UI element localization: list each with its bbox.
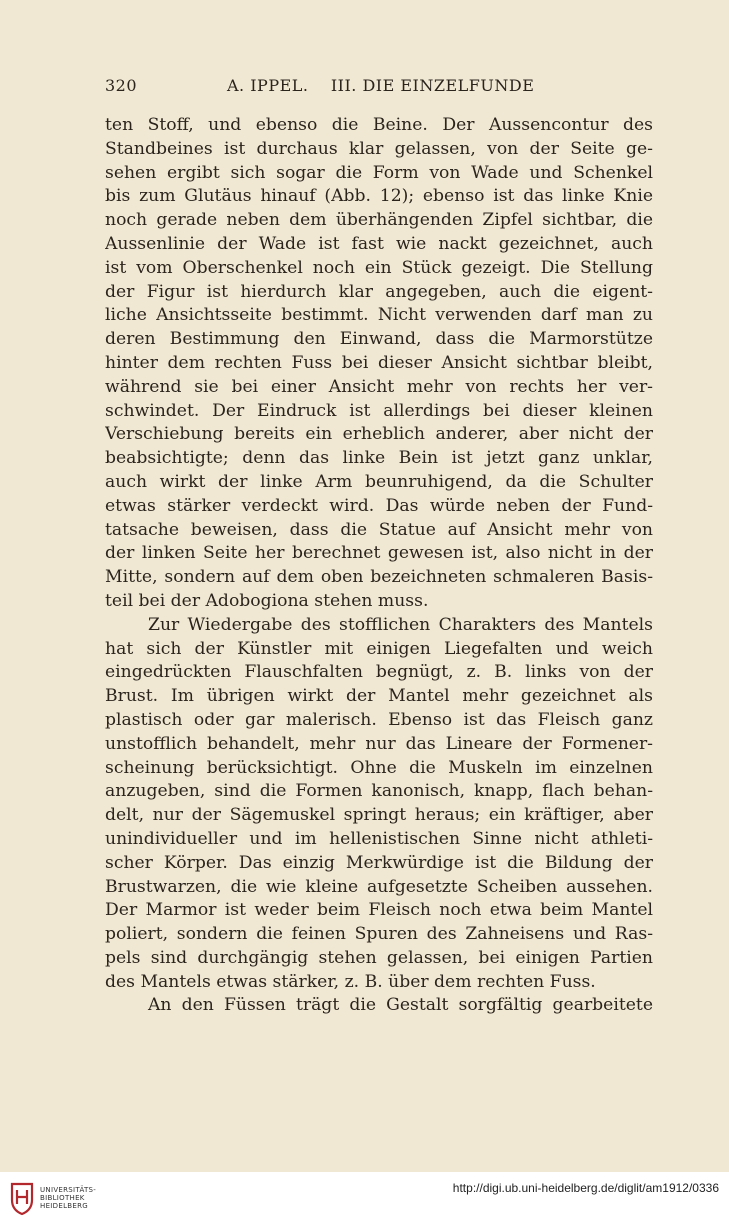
text-line: Verschiebung bereits ein erheblich anderer, aber nicht der [105, 424, 653, 445]
text-line: ten Stoff, und ebenso die Beine. Der Aussencontur des [105, 115, 653, 135]
text-line-paragraph-start: Zur Wiedergabe des stofflichen Charakters des Mantels [148, 614, 653, 635]
text-line: scher Körper. Das einzig Merkwürdige ist die Bildung der [105, 852, 653, 873]
text-line: liche Ansichtsseite bestimmt. Nicht verwenden darf man zu [105, 305, 653, 326]
running-title: A. IPPEL. III. DIE EINZELFUNDE [227, 76, 535, 95]
text-line: des Mantels etwas stärker, z. B. über dem rechten Fuss. [105, 971, 596, 992]
text-line: schwindet. Der Eindruck ist allerdings bei dieser kleinen [105, 400, 653, 421]
source-url-link[interactable]: http://digi.ub.uni-heidelberg.de/diglit/am1912/0336 [452, 1181, 719, 1195]
text-line: teil bei der Adobogiona stehen muss. [105, 590, 429, 611]
text-line: der Figur ist hierdurch klar angegeben, auch die eigent- [105, 281, 653, 302]
text-line: bis zum Glutäus hinauf (Abb. 12); ebenso ist das linke Knie [105, 186, 653, 207]
text-line: Brustwarzen, die wie kleine aufgesetzte Scheiben aussehen. [105, 876, 653, 897]
page-number: 320 [105, 76, 138, 95]
text-line: scheinung berücksichtigt. Ohne die Muskeln im einzelnen [105, 757, 653, 778]
text-line: der linken Seite her berechnet gewesen ist, also nicht in der [105, 543, 653, 564]
text-line: Mitte, sondern auf dem oben bezeichneten schmaleren Basis- [105, 567, 653, 588]
running-header [105, 76, 655, 98]
library-name-line: UNIVERSITÄTS- [40, 1186, 97, 1194]
text-line: Brust. Im übrigen wirkt der Mantel mehr gezeichnet als [105, 686, 653, 707]
text-line: noch gerade neben dem überhängenden Zipfel sichtbar, die [105, 210, 653, 231]
text-line: unindividueller und im hellenistischen Sinne nicht athleti- [105, 828, 653, 849]
text-line: hat sich der Künstler mit einigen Liegefalten und weich [105, 638, 653, 659]
text-line: beabsichtigte; denn das linke Bein ist jetzt ganz unklar, [105, 448, 653, 469]
heidelberg-library-logo-icon [8, 1180, 36, 1216]
text-line: anzugeben, sind die Formen kanonisch, knapp, flach behan- [105, 781, 653, 802]
text-line: während sie bei einer Ansicht mehr von rechts her ver- [105, 376, 653, 397]
text-line: poliert, sondern die feinen Spuren des Zahneisens und Ras- [105, 924, 653, 945]
library-name-line: BIBLIOTHEK [40, 1194, 85, 1202]
library-name-line: HEIDELBERG [40, 1202, 88, 1210]
text-line: sehen ergibt sich sogar die Form von Wade und Schenkel [105, 162, 653, 183]
text-line: deren Bestimmung den Einwand, dass die Marmorstütze [105, 329, 653, 350]
text-line: etwas stärker verdeckt wird. Das würde neben der Fund- [105, 495, 653, 516]
text-line: eingedrückten Flauschfalten begnügt, z. B. links von der [105, 662, 653, 683]
text-line: pels sind durchgängig stehen gelassen, bei einigen Partien [105, 947, 653, 968]
body-text [105, 114, 653, 1018]
text-line: Der Marmor ist weder beim Fleisch noch etwa beim Mantel [105, 900, 653, 921]
library-name [40, 1186, 96, 1210]
text-line-paragraph-start: An den Füssen trägt die Gestalt sorgfältig gearbeitete [148, 995, 653, 1016]
text-line: delt, nur der Sägemuskel springt heraus; ein kräftiger, aber [105, 805, 653, 826]
text-line: hinter dem rechten Fuss bei dieser Ansicht sichtbar bleibt, [105, 352, 653, 373]
text-line: tatsache beweisen, dass die Statue auf Ansicht mehr von [105, 519, 653, 540]
text-line: plastisch oder gar malerisch. Ebenso ist das Fleisch ganz [105, 709, 653, 730]
text-line: Aussenlinie der Wade ist fast wie nackt gezeichnet, auch [105, 233, 653, 254]
text-line: ist vom Oberschenkel noch ein Stück gezeigt. Die Stellung [105, 257, 653, 278]
text-line: Standbeines ist durchaus klar gelassen, von der Seite ge- [105, 138, 653, 159]
text-line: auch wirkt der linke Arm beunruhigend, da die Schulter [105, 471, 653, 492]
text-line: unstofflich behandelt, mehr nur das Lineare der Formener- [105, 733, 653, 754]
digitization-footer [0, 1172, 729, 1225]
